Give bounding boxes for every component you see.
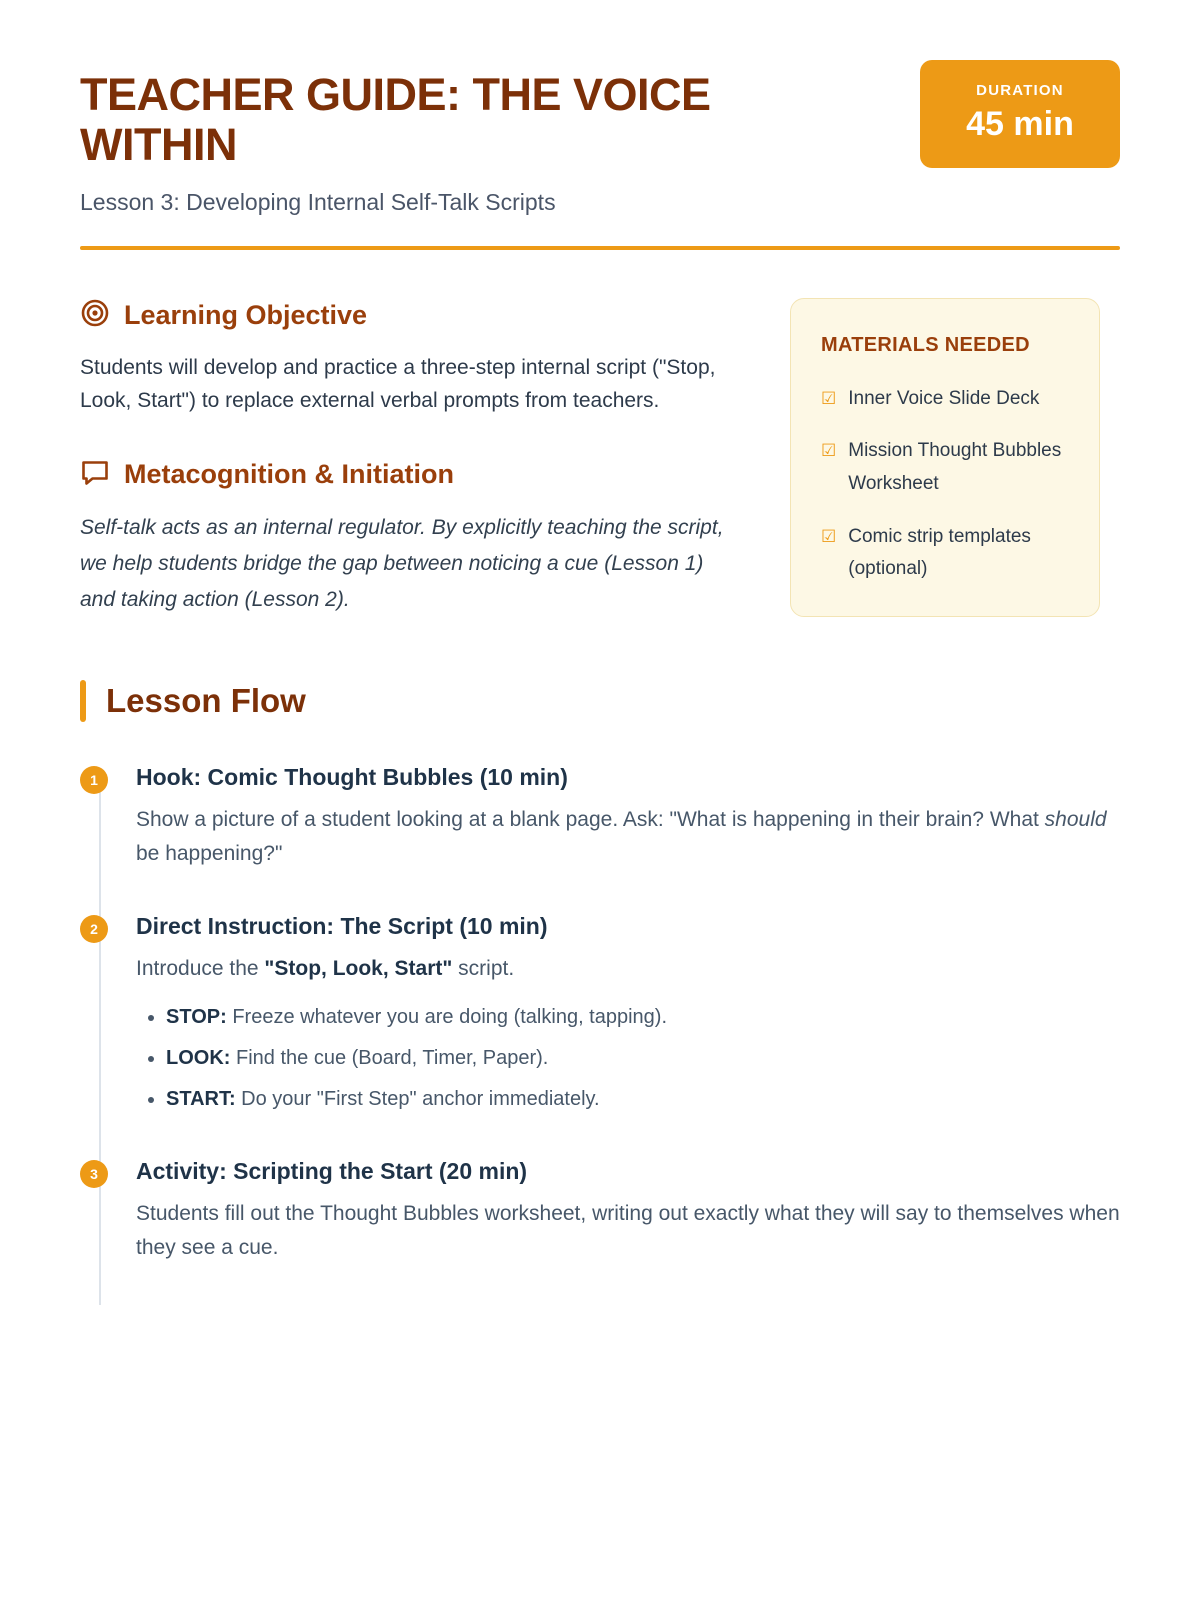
step-description: Students fill out the Thought Bubbles worksheet, writing out exactly what they will say to themselves when they see a cue. [136,1201,1120,1259]
step-number-badge: 3 [80,1160,108,1188]
materials-item-label: Inner Voice Slide Deck [848,387,1040,409]
document-header [80,60,1120,216]
learning-objective-heading [80,298,740,333]
metacognition-text: Self-talk acts as an internal regulator. By explicitly teaching the script, we help students bridge the gap between noticing a cue (Lesson 1) and taking action (Lesson 2). [80,516,724,612]
step-title: Hook: Comic Thought Bubbles (10 min) [136,764,568,791]
materials-list [821,383,1073,586]
lesson-step [90,764,1120,871]
header-text-block [80,60,890,216]
duration-value: 45 min [966,105,1074,143]
lesson-flow-timeline [80,764,1120,1264]
step-description: Introduce the "Stop, Look, Start" script. [136,957,515,981]
step-bullet-item: • STOP: Freeze whatever you are doing (talking, tapping). [166,1001,1120,1033]
step-number-badge: 1 [80,766,108,794]
step-bullet-item: • LOOK: Find the cue (Board, Timer, Paper). [166,1042,1120,1074]
main-column [80,298,740,619]
target-icon [80,298,110,333]
side-column [790,298,1100,619]
step-bullet-item: • START: Do your "First Step" anchor immediately. [166,1083,1120,1115]
header-divider [80,246,1120,250]
materials-item-label: Mission Thought Bubbles Worksheet [848,440,1062,495]
materials-title: MATERIALS NEEDED [821,333,1030,356]
materials-list-item [821,383,1073,416]
metacognition-heading [80,457,740,492]
speech-bubble-icon [80,457,110,492]
lesson-flow-heading [80,680,1120,722]
checkbox-icon: ☑ [821,388,837,408]
duration-label: DURATION [976,82,1064,99]
page-subtitle: Lesson 3: Developing Internal Self-Talk Scripts [80,188,556,215]
duration-badge [920,60,1120,168]
materials-item-label: Comic strip templates (optional) [848,525,1031,580]
step-number-badge: 2 [80,915,108,943]
checkbox-icon: ☑ [821,526,837,546]
lesson-step [90,913,1120,1115]
materials-card [790,298,1100,617]
step-description: Show a picture of a student looking at a blank page. Ask: "What is happening in their brain? What should be happening?" [136,808,1107,866]
step-title: Activity: Scripting the Start (20 min) [136,1157,528,1184]
body-grid [80,298,1120,619]
spacer [80,417,740,457]
page-title: TEACHER GUIDE: THE VOICE WITHIN [80,69,711,171]
materials-list-item [821,435,1073,500]
checkbox-icon: ☑ [821,441,837,461]
materials-list-item [821,521,1073,586]
learning-objective-title: Learning Objective [124,299,368,330]
lesson-flow-title: Lesson Flow [106,682,306,720]
accent-bar [80,680,86,722]
metacognition-title: Metacognition & Initiation [124,459,454,490]
lesson-step [90,1157,1120,1265]
learning-objective-text: Students will develop and practice a three-step internal script ("Stop, Look, Start") to replace external verbal prompts from teachers. [80,355,716,412]
step-title: Direct Instruction: The Script (10 min) [136,913,548,940]
step-bullet-list [136,1001,1120,1116]
